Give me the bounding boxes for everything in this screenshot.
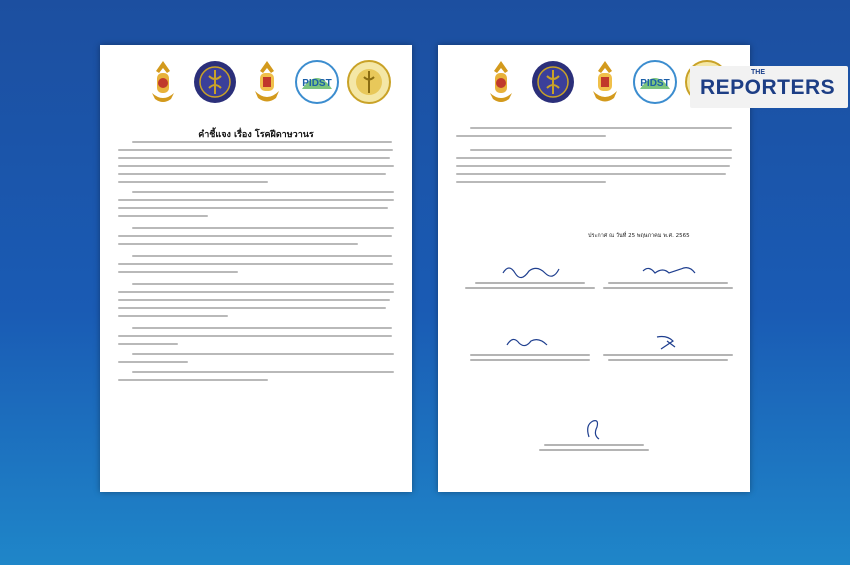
royal-crest-logo [140, 59, 186, 105]
intro-paragraph [118, 141, 396, 189]
medical-association-logo [192, 59, 238, 105]
signature [524, 417, 664, 441]
royal-crest-logo [478, 59, 524, 105]
item-4 [118, 283, 396, 323]
document-title: คำชี้แจง เรื่อง โรคฝีดาษวานร [198, 130, 314, 140]
svg-text:PIDST: PIDST [302, 78, 332, 89]
announcement-date: ประกาศ ณ วันที่ 25 พฤษภาคม พ.ศ. 2565 [588, 233, 690, 239]
item-6 [118, 353, 396, 369]
item-5 [118, 327, 396, 351]
signature-block [598, 333, 738, 361]
royal-crest-logo [244, 59, 290, 105]
royal-crest-logo [582, 59, 628, 105]
signature [460, 333, 600, 351]
document-page-left [100, 45, 412, 492]
item-1 [118, 191, 396, 223]
brand-the: THE [751, 69, 765, 76]
signature-block [598, 261, 738, 289]
signature-block [460, 333, 600, 361]
signature [460, 261, 600, 279]
the-reporters-logo [690, 66, 848, 108]
medical-association-logo [530, 59, 576, 105]
item-8 [456, 127, 734, 143]
signature [598, 261, 738, 279]
pidst-logo [294, 59, 340, 105]
signature [598, 333, 738, 351]
medical-college-logo [346, 59, 392, 105]
document-page-right [438, 45, 750, 492]
item-3 [118, 255, 396, 279]
item-9 [456, 149, 734, 189]
logo-row [100, 59, 412, 111]
pidst-logo [632, 59, 678, 105]
item-7 [118, 371, 396, 387]
svg-text:PIDST: PIDST [640, 78, 670, 89]
signature-block [524, 417, 664, 451]
signature-block [460, 261, 600, 289]
brand-name: REPORTERS [700, 76, 836, 99]
item-2 [118, 227, 396, 251]
